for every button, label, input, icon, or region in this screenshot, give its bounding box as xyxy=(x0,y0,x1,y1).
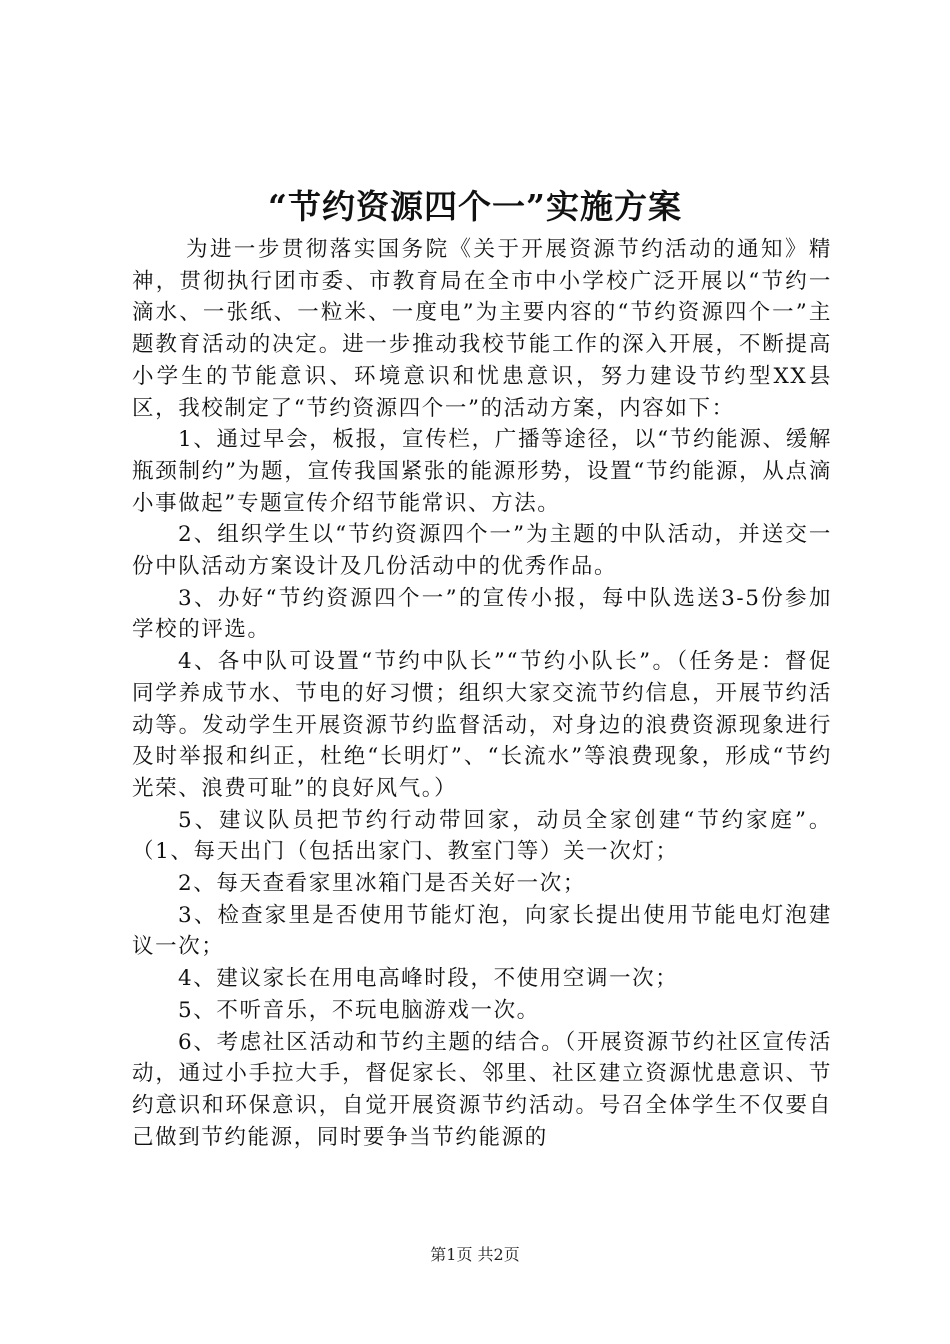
document-title: “节约资源四个一”实施方案 xyxy=(268,187,682,226)
sub-item-paragraph-2: 2、每天查看家里冰箱门是否关好一次； xyxy=(178,871,586,897)
page-footer: 第1页 共2页 xyxy=(430,1245,520,1264)
sub-item-paragraph-3: 3、检查家里是否使用节能灯泡，向家长提出使用节能电灯泡建议一次； xyxy=(132,902,832,960)
sub-item-paragraph-5: 5、不听音乐，不玩电脑游戏一次。 xyxy=(178,997,540,1023)
sub-item-paragraph-4: 4、建议家长在用电高峰时段，不使用空调一次； xyxy=(178,966,679,992)
item-paragraph-4: 4、各中队可设置“节约中队长”“节约小队长”。（任务是：督促同学养成节水、节电的好习惯；组织大家交流节约信息，开展节约活动等。发动学生开展资源节约监督活动，对身边的浪费资源现象进行及时举报和纠正，杜绝“长明灯”、“长流水”等浪费现象，形成“节约光荣、浪费可耻”的良好风气。） xyxy=(132,649,832,801)
document-body xyxy=(132,234,832,1153)
intro-paragraph: 为进一步贯彻落实国务院《关于开展资源节约活动的通知》精神，贯彻执行团市委、市教育局在全市中小学校广泛开展以“节约一滴水、一张纸、一粒米、一度电”为主要内容的“节约资源四个一”主题教育活动的决定。进一步推动我校节能工作的深入开展，不断提高小学生的节能意识、环境意识和忧患意识，努力建设节约型XX县区，我校制定了“节约资源四个一”的活动方案，内容如下： xyxy=(132,237,832,421)
item-paragraph-3: 3、办好“节约资源四个一”的宣传小报，每中队选送3-5份参加学校的评选。 xyxy=(132,585,832,643)
item-paragraph-1: 1、通过早会，板报，宣传栏，广播等途径，以“节约能源、缓解瓶颈制约”为题，宣传我国紧张的能源形势，设置“节约能源，从点滴小事做起”专题宣传介绍节能常识、方法。 xyxy=(132,427,832,516)
item-paragraph-5: 5、建议队员把节约行动带回家，动员全家创建“节约家庭”。（1、每天出门（包括出家门、教室门等）关一次灯； xyxy=(132,807,832,865)
item-paragraph-2: 2、组织学生以“节约资源四个一”为主题的中队活动，并送交一份中队活动方案设计及几份活动中的优秀作品。 xyxy=(132,522,832,580)
item-paragraph-6: 6、考虑社区活动和节约主题的结合。（开展资源节约社区宣传活动，通过小手拉大手，督促家长、邻里、社区建立资源忧患意识、节约意识和环保意识，自觉开展资源节约活动。号召全体学生不仅要自己做到节约能源，同时要争当节约能源的 xyxy=(132,1029,832,1150)
